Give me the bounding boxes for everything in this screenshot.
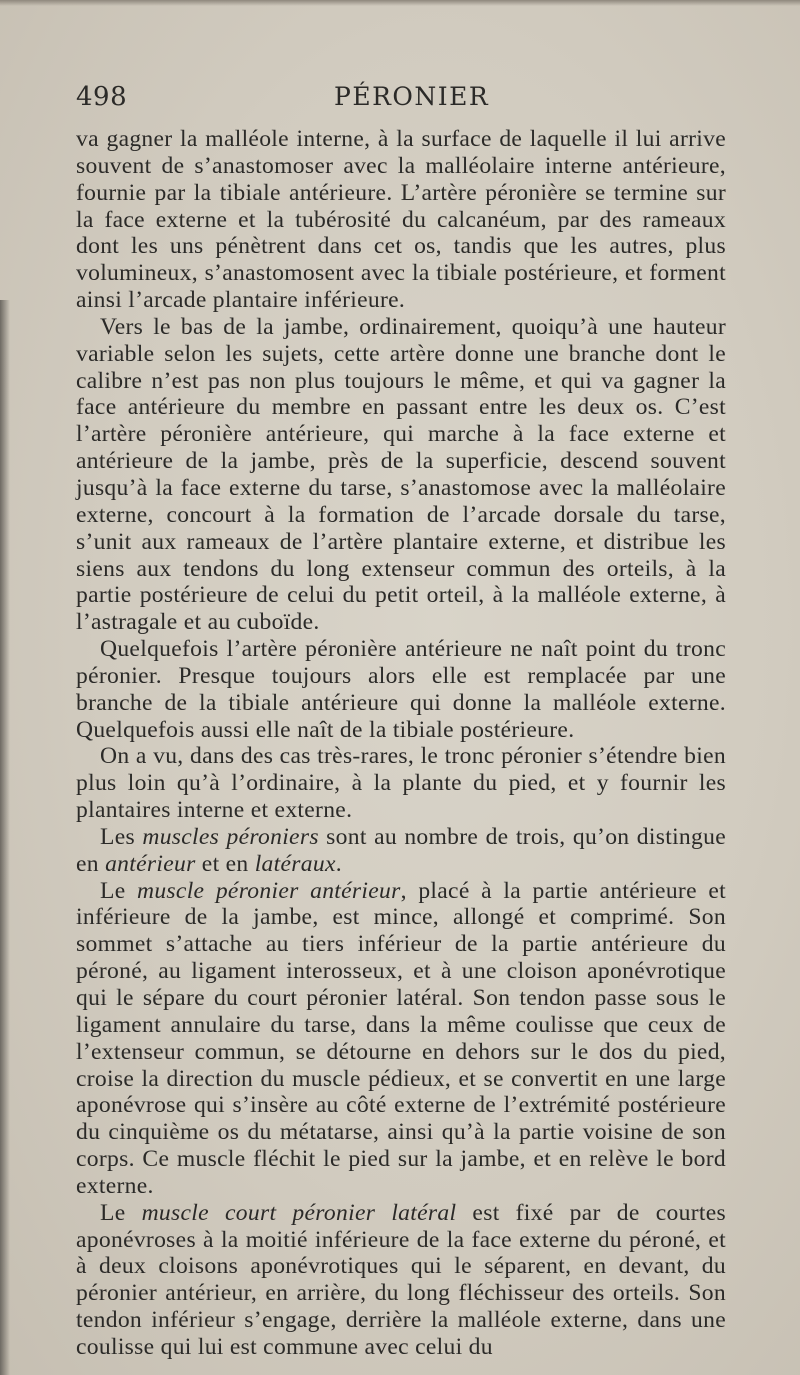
paragraph <box>76 126 726 314</box>
paragraph <box>76 824 726 878</box>
page-header <box>76 82 724 122</box>
text-run: , placé à la partie antérieure et inférieure de la jambe, est mince, allongé et comprimé. Son sommet s’attache au tiers inférieur de la partie antérieure du péroné, au ligament interosseux, et à une cloison aponévrotique qui le sépare du court péronier latéral. Son tendon passe sous le ligament annulaire du tarse, dans la même coulisse que ceux de l’extenseur commun, se détourne en dehors sur le dos du pied, croise la direction du muscle pédieux, et se convertit en une large aponévrose qui s’insère au côté externe de l’extrémité postérieure du cinquième os du métatarse, ainsi qu’à la partie voisine de son corps. Ce muscle fléchit le pied sur la jambe, et en relève le bord externe. <box>76 877 726 1199</box>
text-run: et en <box>195 850 255 877</box>
page-number: 498 <box>76 82 128 112</box>
paragraph <box>76 314 726 636</box>
body-text <box>76 126 726 1361</box>
text-run: . <box>335 850 342 877</box>
text-run: va gagner la malléole interne, à la surface de laquelle il lui arrive souvent de s’anastomoser avec la malléolaire interne antérieure, fournie par la tibiale antérieure. L’artère péronière se termine sur la face externe et la tubérosité du calcanéum, par des rameaux dont les uns pénètrent dans cet os, tandis que les autres, plus volumineux, s’anastomosent avec la tibiale postérieure, et forment ainsi l’arcade plantaire inférieure. <box>76 126 726 314</box>
text-run: sont au nombre de trois, qu’on distingue en <box>76 823 726 877</box>
italic-term: muscle court péronier latéral <box>141 1199 457 1226</box>
italic-term: latéraux <box>254 850 336 877</box>
page-gutter-shadow <box>0 300 10 1375</box>
italic-term: muscle péronier antérieur <box>137 877 401 904</box>
text-run: Le <box>100 877 137 904</box>
text-run: Le <box>100 1199 142 1226</box>
italic-term: muscles péroniers <box>142 823 319 850</box>
text-run: Quelquefois l’artère péronière antérieure ne naît point du tronc péronier. Presque toujours alors elle est remplacée par une branche de la tibiale antérieure qui donne la malléole externe. Quelquefois aussi elle naît de la tibiale postérieure. <box>76 636 726 743</box>
text-run: Vers le bas de la jambe, ordinairement, quoiqu’à une hauteur variable selon les sujets, cette artère donne une branche dont le calibre n’est pas non plus toujours le même, et qui va gagner la face antérieure du membre en passant entre les deux os. C’est l’artère péronière antérieure, qui marche à la face externe et antérieure de la jambe, près de la superficie, descend souvent jusqu’à la face externe du tarse, s’anastomose avec la malléolaire externe, concourt à la formation de l’arcade dorsale du tarse, s’unit aux rameaux de l’artère plantaire externe, et distribue les siens aux tendons du long extenseur commun des orteils, à la partie postérieure de celui du petit orteil, à la malléole externe, à l’astragale et au cuboïde. <box>76 313 726 636</box>
running-title: PÉRONIER <box>334 82 490 111</box>
paragraph <box>76 878 726 1200</box>
paragraph <box>76 636 726 743</box>
text-run: est fixé par de courtes aponévroses à la moitié inférieure de la face externe du péroné, et à deux cloisons aponévrotiques qui le séparent, en devant, du péronier antérieur, en arrière, du long fléchisseur des orteils. Son tendon inférieur s’engage, derrière la malléole externe, dans une coulisse qui lui est commune avec celui du <box>76 1199 726 1360</box>
paragraph <box>76 1200 726 1361</box>
page-top-shadow <box>0 0 800 6</box>
text-run: Les <box>100 823 143 850</box>
italic-term: antérieur <box>105 850 196 877</box>
paragraph <box>76 743 726 824</box>
text-run: On a vu, dans des cas très-rares, le tronc péronier s’étendre bien plus loin qu’à l’ordinaire, à la plante du pied, et y fournir les plantaires interne et externe. <box>76 743 726 824</box>
